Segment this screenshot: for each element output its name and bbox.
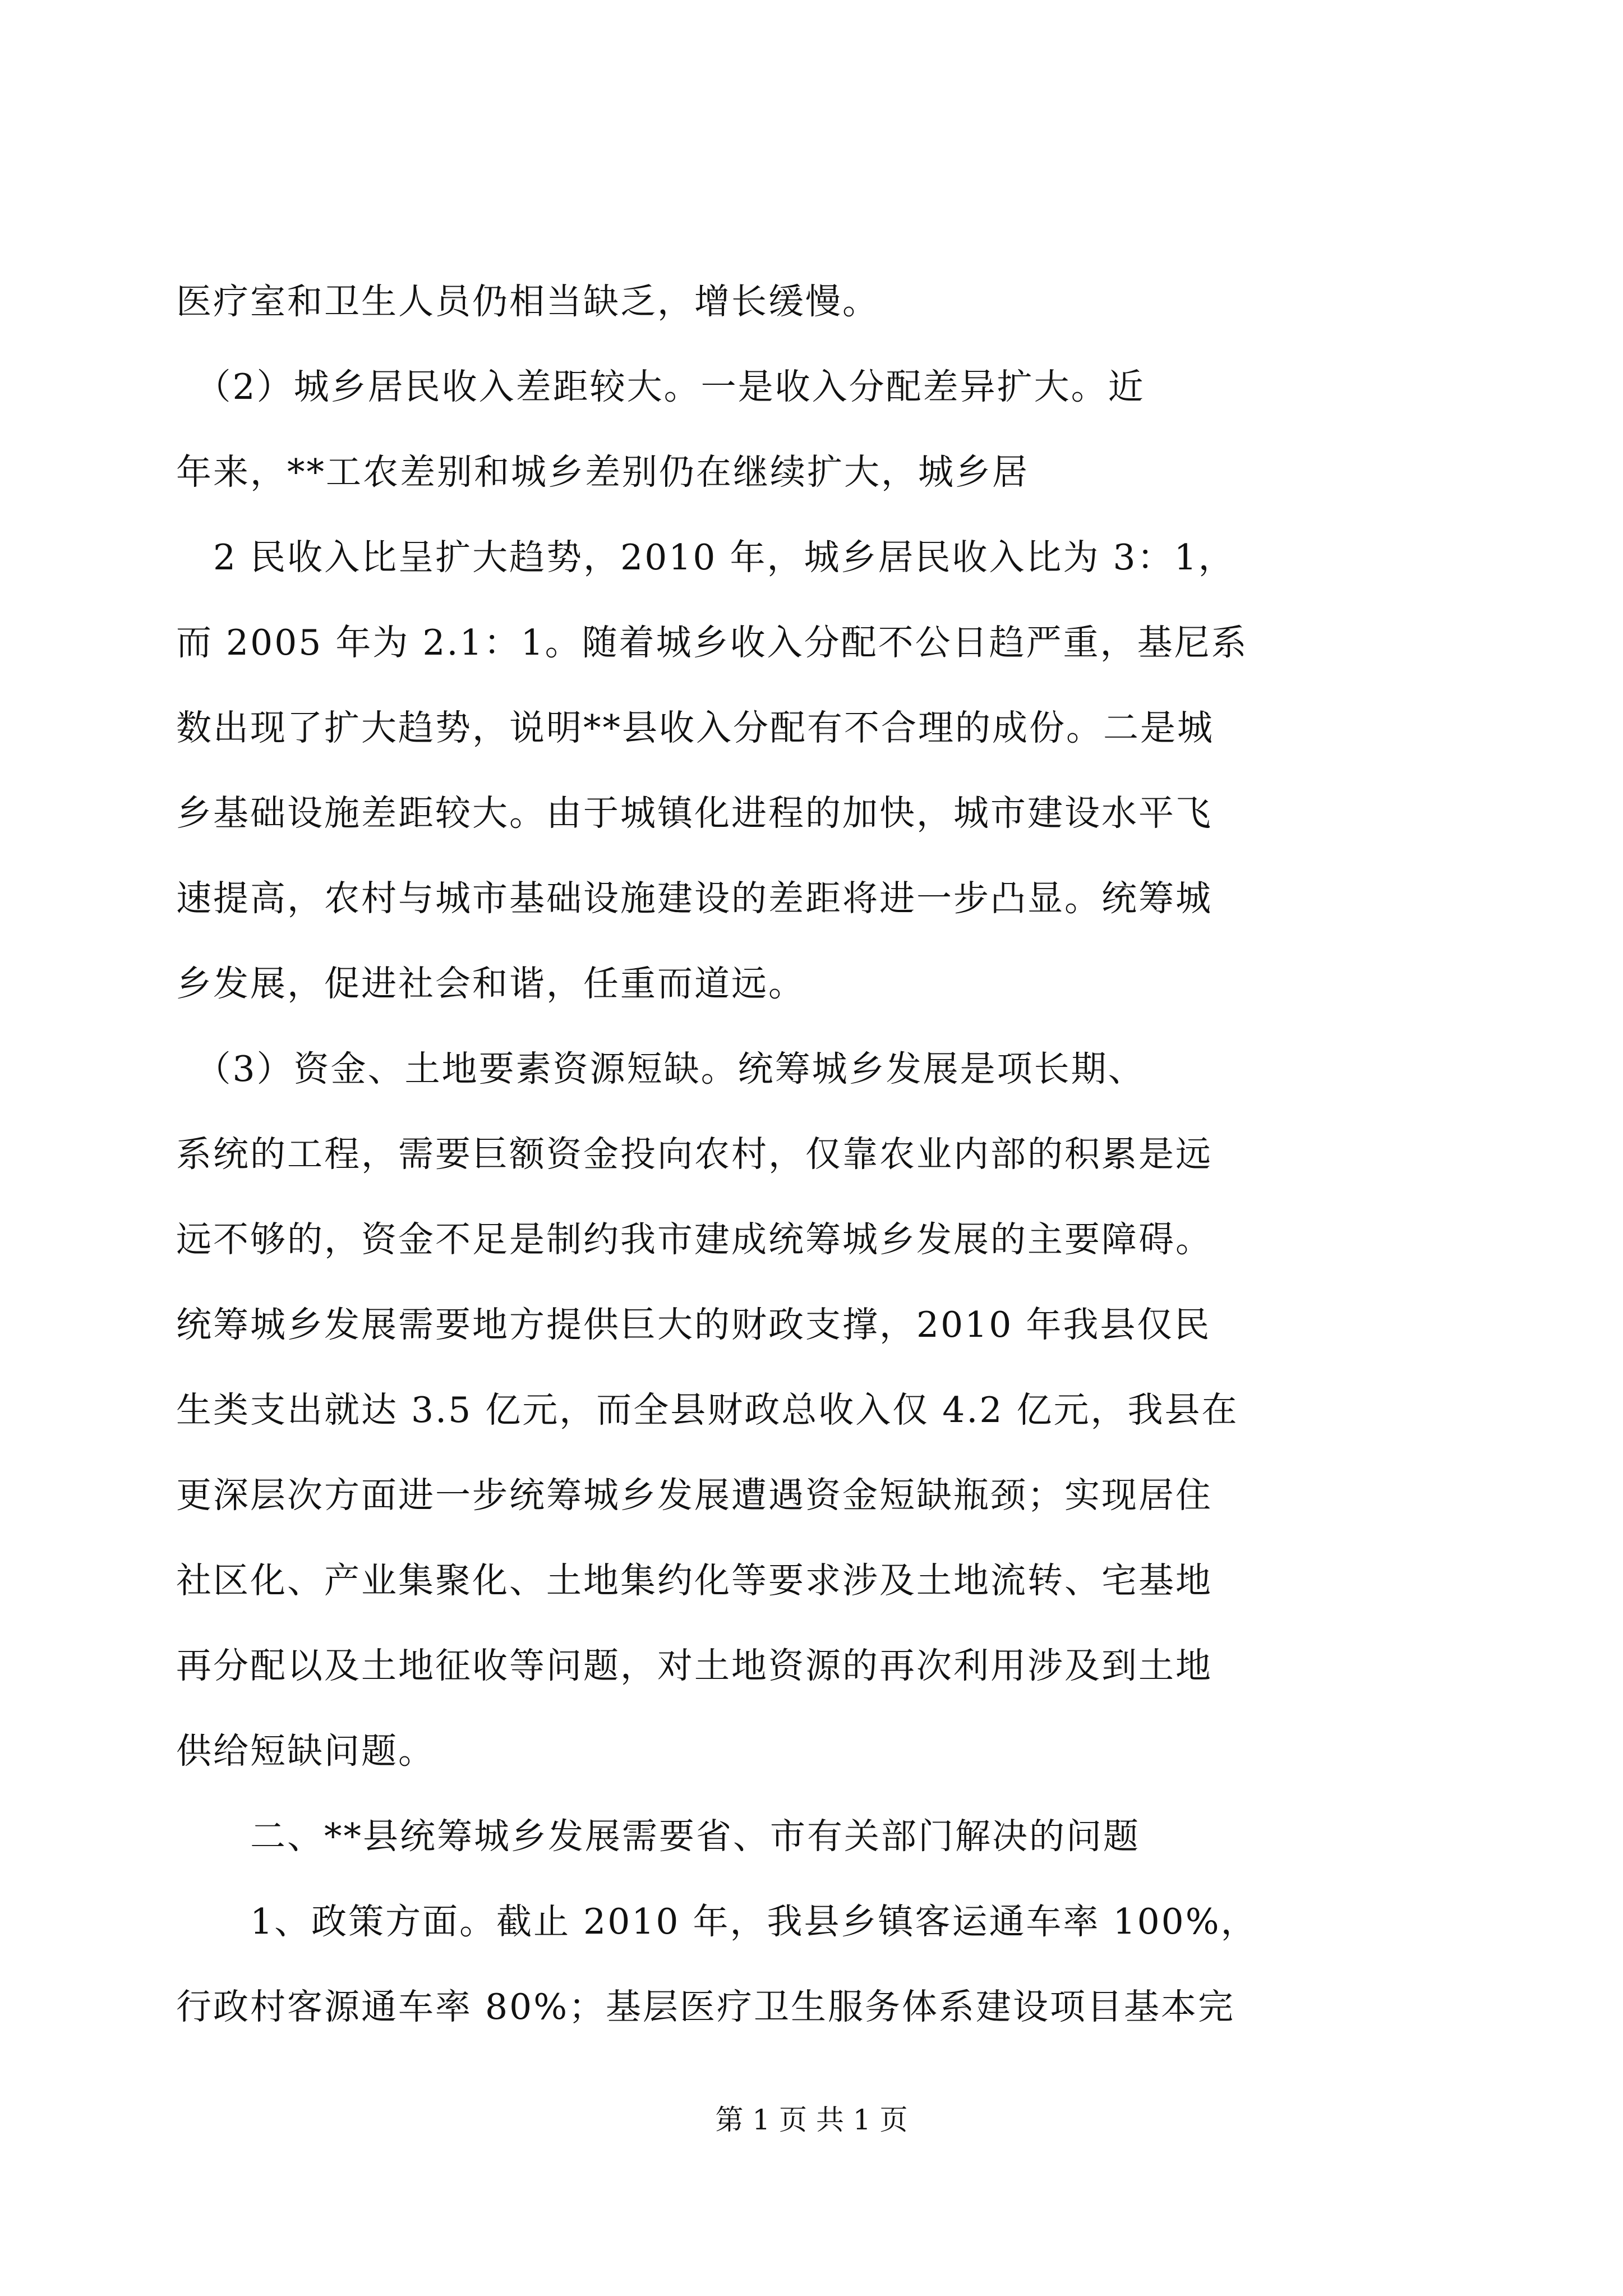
- text-line: 更深层次方面进一步统筹城乡发展遭遇资金短缺瓶颈；实现居住: [176, 1475, 1212, 1516]
- text-line: 而 2005 年为 2.1：1。随着城乡收入分配不公日趋严重，基尼系: [176, 622, 1248, 663]
- text-line: 社区化、产业集聚化、土地集约化等要求涉及土地流转、宅基地: [176, 1560, 1212, 1601]
- text-line: 乡基础设施差距较大。由于城镇化进程的加快，城市建设水平飞: [176, 793, 1212, 834]
- text-line: 行政村客源通车率 80%；基层医疗卫生服务体系建设项目基本完: [176, 1986, 1235, 2027]
- text-line: 远不够的，资金不足是制约我市建成统筹城乡发展的主要障碍。: [176, 1219, 1212, 1260]
- text-line: 再分配以及土地征收等问题，对土地资源的再次利用涉及到土地: [176, 1645, 1212, 1686]
- body-text: [176, 259, 1435, 2050]
- text-line: 供给短缺问题。: [176, 1731, 435, 1772]
- text-line: 医疗室和卫生人员仍相当缺乏，增长缓慢。: [176, 281, 879, 322]
- text-line: 生类支出就达 3.5 亿元，而全县财政总收入仅 4.2 亿元，我县在: [176, 1389, 1239, 1430]
- text-line: 系统的工程，需要巨额资金投向农村，仅靠农业内部的积累是远: [176, 1134, 1212, 1175]
- text-line: 数出现了扩大趋势，说明**县收入分配有不合理的成份。二是城: [176, 707, 1214, 748]
- text-line: （3）资金、土地要素资源短缺。统筹城乡发展是项长期、: [176, 1048, 1145, 1089]
- text-line: 速提高，农村与城市基础设施建设的差距将进一步凸显。统筹城: [176, 878, 1212, 919]
- text-line: （2）城乡居民收入差距较大。一是收入分配差异扩大。近: [176, 366, 1145, 407]
- section-heading: 二、**县统筹城乡发展需要省、市有关部门解决的问题: [176, 1816, 1140, 1857]
- text-line: 2 民收入比呈扩大趋势，2010 年，城乡居民收入比为 3：1，: [176, 537, 1235, 578]
- text-line: 年来，**工农差别和城乡差别仍在继续扩大，城乡居: [176, 452, 1029, 493]
- page-footer: 第 1 页 共 1 页: [715, 2104, 908, 2136]
- text-line: 1、政策方面。截止 2010 年，我县乡镇客运通车率 100%，: [176, 1901, 1258, 1942]
- text-line: 统筹城乡发展需要地方提供巨大的财政支撑，2010 年我县仅民: [176, 1304, 1211, 1345]
- text-line: 乡发展，促进社会和谐，任重而道远。: [176, 963, 805, 1004]
